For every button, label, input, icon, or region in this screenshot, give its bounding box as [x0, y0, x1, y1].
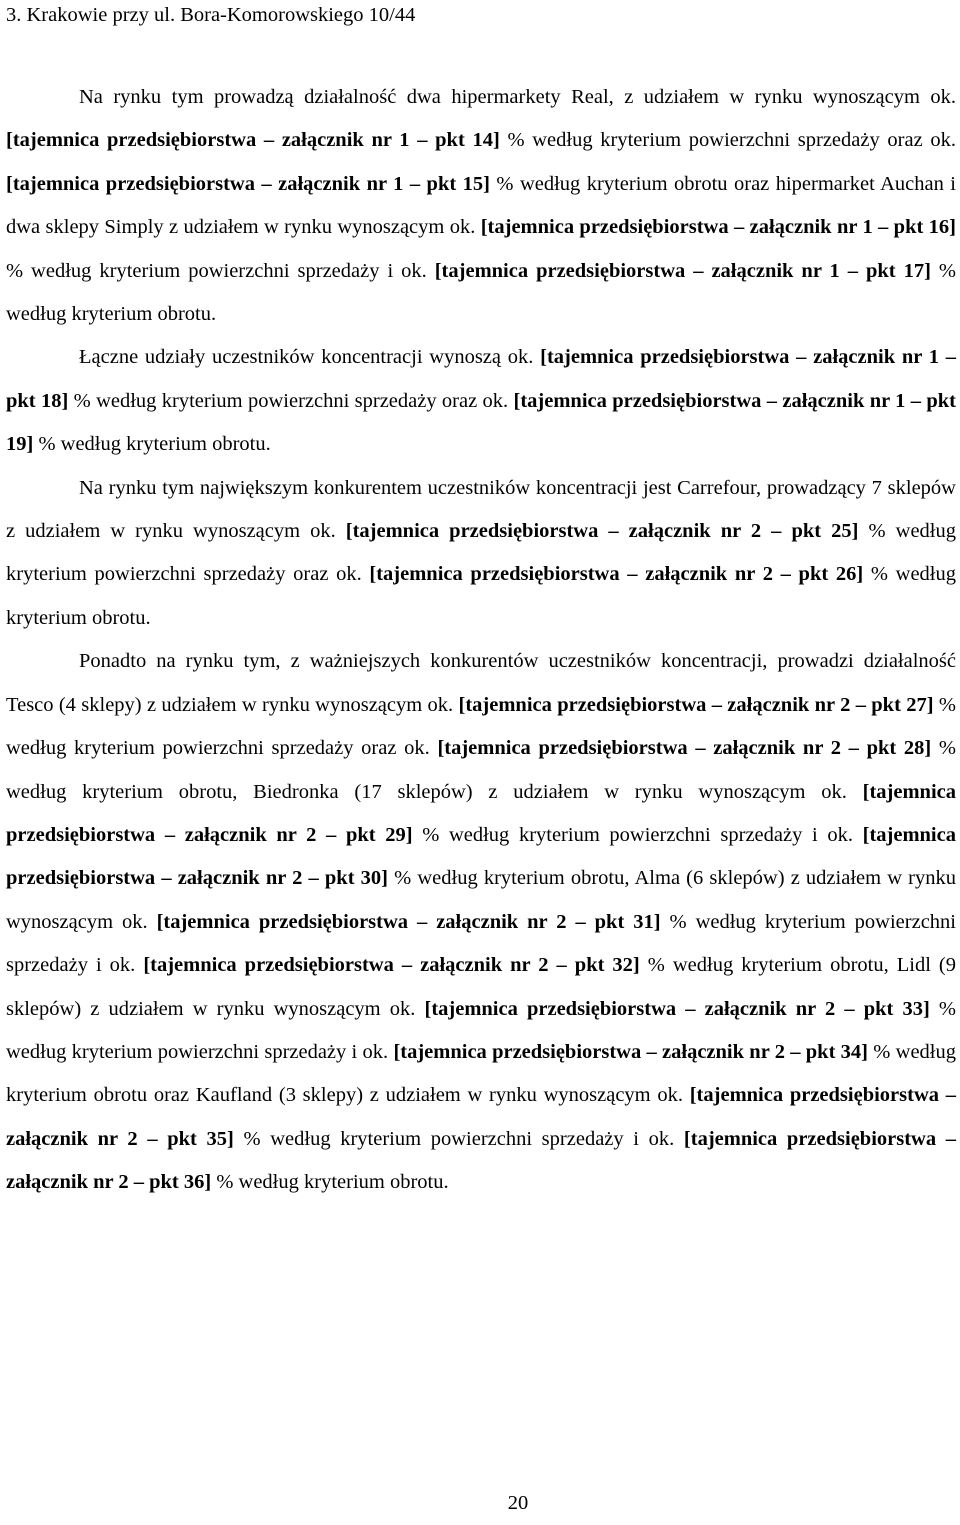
- confidential-marker: [tajemnica przedsiębiorstwa – załącznik nr 1 – pkt 17]: [434, 259, 931, 282]
- text-run: % według kryterium obrotu, Lidl (9 sklepów) z udziałem w rynku wynoszącym ok.: [6, 954, 956, 1020]
- text-run: Ponadto na rynku tym, z ważniejszych konkurentów uczestników koncentracji, prowadzi działalność Tesco (4 sklepy) z udziałem w rynku wynoszącym ok.: [6, 650, 956, 716]
- text-run: % według kryterium powierzchni sprzedaży i ok.: [6, 997, 957, 1063]
- confidential-marker: [tajemnica przedsiębiorstwa – załącznik nr 2 – pkt 26]: [369, 563, 864, 586]
- text-run: Na rynku tym największym konkurentem uczestników koncentracji jest Carrefour, prowadzący 7 sklepów z udziałem w rynku wynoszącym ok.: [6, 476, 956, 543]
- text-run: % według kryterium powierzchni sprzedaży oraz ok.: [6, 520, 956, 586]
- body-text: [6, 76, 956, 1205]
- confidential-marker: [tajemnica przedsiębiorstwa – załącznik nr 2 – pkt 33]: [424, 997, 930, 1020]
- confidential-marker: [tajemnica przedsiębiorstwa – załącznik nr 2 – pkt 30]: [6, 823, 956, 890]
- text-run: % według kryterium obrotu oraz hipermarket Auchan i dwa sklepy Simply z udziałem w rynku wynoszącym ok.: [6, 172, 956, 239]
- text-run: % według kryterium powierzchni sprzedaży i ok.: [233, 1127, 684, 1150]
- text-run: % według kryterium obrotu.: [33, 433, 271, 456]
- confidential-marker: [tajemnica przedsiębiorstwa – załącznik nr 2 – pkt 34]: [393, 1040, 869, 1063]
- text-run: % według kryterium powierzchni sprzedaży oraz ok.: [6, 693, 956, 760]
- section-heading: 3. Krakowie przy ul. Bora-Komorowskiego 10/44: [6, 4, 416, 26]
- text-run: Łączne udziały uczestników koncentracji wynoszą ok.: [79, 346, 541, 369]
- text-run: % według kryterium obrotu.: [6, 563, 956, 629]
- confidential-marker: [tajemnica przedsiębiorstwa – załącznik nr 2 – pkt 28]: [437, 737, 932, 760]
- text-run: % według kryterium powierzchni sprzedaży i ok.: [6, 910, 956, 977]
- confidential-marker: [tajemnica przedsiębiorstwa – załącznik nr 1 – pkt 16]: [480, 216, 956, 239]
- text-run: % według kryterium obrotu, Alma (6 sklepów) z udziałem w rynku wynoszącym ok.: [6, 867, 956, 933]
- paragraph-other-competitors: [6, 640, 956, 1204]
- text-run: % według kryterium powierzchni sprzedaży oraz ok.: [499, 129, 956, 152]
- paragraph-combined-shares: [6, 336, 956, 466]
- page-number: 20: [507, 1492, 529, 1514]
- confidential-marker: [tajemnica przedsiębiorstwa – załącznik nr 2 – pkt 36]: [6, 1127, 957, 1194]
- text-run: % według kryterium obrotu oraz Kaufland (3 sklepy) z udziałem w rynku wynoszącym ok.: [6, 1040, 956, 1107]
- text-run: % według kryterium obrotu.: [211, 1171, 449, 1194]
- text-run: Na rynku tym prowadzą działalność dwa hipermarkety Real, z udziałem w rynku wynoszącym ok.: [79, 86, 956, 108]
- text-run: % według kryterium obrotu, Biedronka (17 sklepów) z udziałem w rynku wynoszącym ok.: [6, 737, 956, 803]
- confidential-marker: [tajemnica przedsiębiorstwa – załącznik nr 2 – pkt 27]: [458, 693, 934, 716]
- confidential-marker: [tajemnica przedsiębiorstwa – załącznik nr 2 – pkt 32]: [143, 954, 640, 977]
- confidential-marker: [tajemnica przedsiębiorstwa – załącznik nr 2 – pkt 25]: [345, 520, 859, 543]
- confidential-marker: [tajemnica przedsiębiorstwa – załącznik nr 2 – pkt 31]: [156, 910, 661, 933]
- text-run: % według kryterium powierzchni sprzedaży i ok.: [6, 259, 435, 282]
- confidential-marker: [tajemnica przedsiębiorstwa – załącznik nr 1 – pkt 15]: [6, 172, 490, 195]
- text-run: % według kryterium powierzchni sprzedaży i ok.: [412, 823, 863, 846]
- confidential-marker: [tajemnica przedsiębiorstwa – załącznik nr 2 – pkt 29]: [6, 780, 956, 846]
- confidential-marker: [tajemnica przedsiębiorstwa – załącznik nr 1 – pkt 19]: [6, 389, 956, 456]
- text-run: % według kryterium obrotu.: [6, 259, 957, 326]
- paragraph-carrefour: [6, 467, 956, 641]
- text-run: % według kryterium powierzchni sprzedaży oraz ok.: [68, 389, 514, 412]
- paragraph-real-auchan: [6, 76, 956, 336]
- confidential-marker: [tajemnica przedsiębiorstwa – załącznik nr 1 – pkt 14]: [6, 129, 500, 152]
- confidential-marker: [tajemnica przedsiębiorstwa – załącznik nr 2 – pkt 35]: [6, 1084, 956, 1150]
- confidential-marker: [tajemnica przedsiębiorstwa – załącznik nr 1 – pkt 18]: [6, 346, 956, 412]
